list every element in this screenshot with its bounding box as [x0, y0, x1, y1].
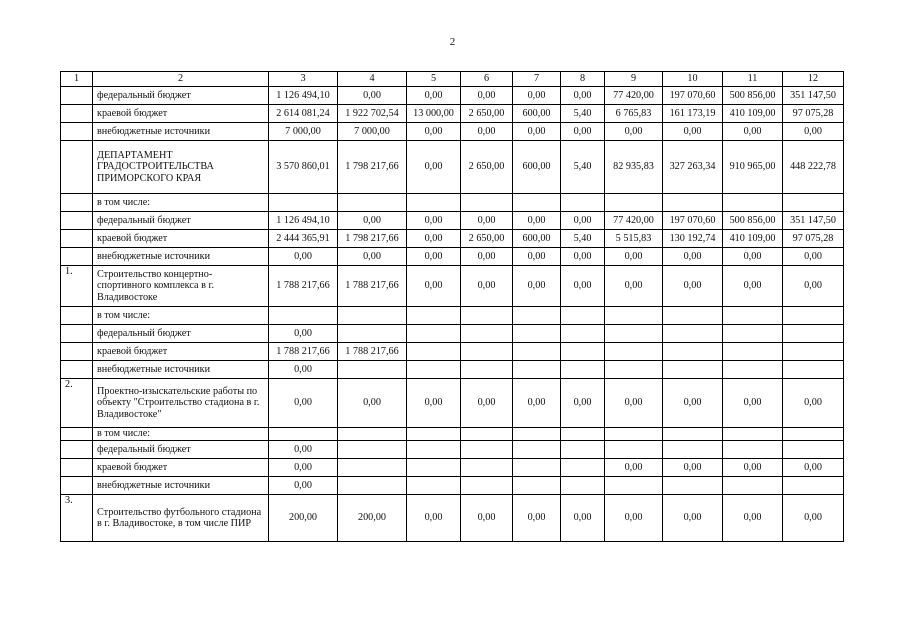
value-cell	[723, 307, 783, 325]
header-cell: 2	[93, 72, 269, 87]
header-cell: 3	[269, 72, 338, 87]
row-label-cell: федеральный бюджет	[93, 325, 269, 343]
value-cell: 0,00	[513, 212, 561, 230]
row-number-cell	[61, 477, 93, 495]
value-cell	[338, 325, 407, 343]
value-cell	[723, 325, 783, 343]
value-cell	[513, 343, 561, 361]
value-cell	[783, 325, 844, 343]
table-row	[61, 361, 844, 379]
value-cell: 0,00	[561, 212, 605, 230]
value-cell: 0,00	[561, 495, 605, 542]
value-cell	[723, 441, 783, 459]
value-cell	[723, 477, 783, 495]
value-cell	[513, 325, 561, 343]
row-number-cell: 1.	[61, 266, 93, 307]
row-label-cell: внебюджетные источники	[93, 361, 269, 379]
value-cell: 0,00	[605, 379, 663, 428]
value-cell: 161 173,19	[663, 105, 723, 123]
value-cell: 0,00	[513, 379, 561, 428]
value-cell	[461, 459, 513, 477]
value-cell: 2 444 365,91	[269, 230, 338, 248]
table-row	[61, 379, 844, 428]
value-cell	[561, 459, 605, 477]
value-cell: 600,00	[513, 230, 561, 248]
value-cell: 0,00	[561, 123, 605, 141]
table-row	[61, 459, 844, 477]
value-cell	[663, 194, 723, 212]
header-cell: 1	[61, 72, 93, 87]
value-cell: 0,00	[513, 248, 561, 266]
row-label-cell: краевой бюджет	[93, 459, 269, 477]
table-row	[61, 343, 844, 361]
value-cell	[338, 307, 407, 325]
value-cell	[663, 325, 723, 343]
value-cell	[338, 194, 407, 212]
value-cell: 327 263,34	[663, 141, 723, 194]
value-cell: 500 856,00	[723, 212, 783, 230]
value-cell	[663, 361, 723, 379]
value-cell	[783, 343, 844, 361]
value-cell	[561, 343, 605, 361]
value-cell	[663, 307, 723, 325]
row-number-cell	[61, 212, 93, 230]
value-cell: 0,00	[561, 248, 605, 266]
value-cell: 0,00	[605, 459, 663, 477]
table-header-row	[61, 72, 844, 87]
value-cell: 0,00	[338, 248, 407, 266]
value-cell	[605, 325, 663, 343]
value-cell: 82 935,83	[605, 141, 663, 194]
value-cell: 410 109,00	[723, 105, 783, 123]
table-row	[61, 141, 844, 194]
value-cell: 0,00	[663, 123, 723, 141]
value-cell	[513, 459, 561, 477]
row-label-cell: внебюджетные источники	[93, 477, 269, 495]
value-cell	[338, 428, 407, 441]
value-cell: 500 856,00	[723, 87, 783, 105]
value-cell: 0,00	[783, 266, 844, 307]
value-cell: 0,00	[461, 123, 513, 141]
value-cell	[663, 477, 723, 495]
value-cell: 0,00	[461, 266, 513, 307]
value-cell	[561, 361, 605, 379]
value-cell	[605, 343, 663, 361]
value-cell	[407, 477, 461, 495]
row-number-cell	[61, 441, 93, 459]
value-cell: 600,00	[513, 105, 561, 123]
value-cell: 0,00	[407, 230, 461, 248]
value-cell	[407, 441, 461, 459]
row-label-cell: федеральный бюджет	[93, 441, 269, 459]
row-label-cell: в том числе:	[93, 194, 269, 212]
header-cell: 4	[338, 72, 407, 87]
value-cell: 7 000,00	[269, 123, 338, 141]
row-number-cell	[61, 428, 93, 441]
table-row	[61, 194, 844, 212]
value-cell	[561, 477, 605, 495]
value-cell: 0,00	[461, 212, 513, 230]
value-cell: 1 126 494,10	[269, 212, 338, 230]
value-cell: 1 788 217,66	[269, 266, 338, 307]
value-cell: 197 070,60	[663, 212, 723, 230]
value-cell: 1 798 217,66	[338, 230, 407, 248]
value-cell: 0,00	[461, 495, 513, 542]
value-cell: 0,00	[561, 379, 605, 428]
value-cell: 910 965,00	[723, 141, 783, 194]
row-number-cell: 3.	[61, 495, 93, 542]
table-row	[61, 266, 844, 307]
row-label-cell: краевой бюджет	[93, 105, 269, 123]
value-cell	[561, 428, 605, 441]
value-cell: 1 922 702,54	[338, 105, 407, 123]
header-cell: 10	[663, 72, 723, 87]
value-cell	[783, 441, 844, 459]
value-cell	[723, 428, 783, 441]
value-cell: 1 126 494,10	[269, 87, 338, 105]
value-cell: 7 000,00	[338, 123, 407, 141]
value-cell	[783, 428, 844, 441]
row-number-cell	[61, 105, 93, 123]
value-cell: 0,00	[605, 248, 663, 266]
value-cell: 0,00	[605, 123, 663, 141]
value-cell: 0,00	[407, 141, 461, 194]
value-cell: 5,40	[561, 105, 605, 123]
row-label-cell: ДЕПАРТАМЕНТ ГРАДОСТРОИТЕЛЬСТВА ПРИМОРСКОГО КРАЯ	[93, 141, 269, 194]
value-cell: 0,00	[561, 266, 605, 307]
value-cell: 0,00	[723, 495, 783, 542]
value-cell: 200,00	[338, 495, 407, 542]
value-cell	[723, 343, 783, 361]
value-cell: 0,00	[783, 495, 844, 542]
value-cell: 0,00	[663, 379, 723, 428]
value-cell	[338, 477, 407, 495]
value-cell: 0,00	[407, 87, 461, 105]
value-cell	[605, 307, 663, 325]
table-row	[61, 87, 844, 105]
value-cell: 410 109,00	[723, 230, 783, 248]
value-cell: 600,00	[513, 141, 561, 194]
value-cell: 0,00	[513, 123, 561, 141]
value-cell: 77 420,00	[605, 212, 663, 230]
header-cell: 12	[783, 72, 844, 87]
value-cell	[461, 441, 513, 459]
value-cell	[407, 325, 461, 343]
value-cell: 1 798 217,66	[338, 141, 407, 194]
value-cell	[561, 441, 605, 459]
value-cell: 5,40	[561, 230, 605, 248]
value-cell: 351 147,50	[783, 87, 844, 105]
header-cell: 11	[723, 72, 783, 87]
value-cell	[461, 361, 513, 379]
budget-table	[60, 71, 844, 542]
value-cell: 0,00	[783, 123, 844, 141]
row-label-cell: внебюджетные источники	[93, 123, 269, 141]
table-row	[61, 325, 844, 343]
value-cell: 0,00	[723, 379, 783, 428]
value-cell: 0,00	[783, 379, 844, 428]
value-cell	[269, 194, 338, 212]
header-cell: 6	[461, 72, 513, 87]
value-cell	[407, 459, 461, 477]
value-cell	[605, 194, 663, 212]
value-cell: 130 192,74	[663, 230, 723, 248]
value-cell: 2 650,00	[461, 230, 513, 248]
value-cell	[407, 361, 461, 379]
value-cell: 0,00	[723, 266, 783, 307]
value-cell: 0,00	[461, 379, 513, 428]
value-cell	[461, 194, 513, 212]
value-cell	[513, 307, 561, 325]
value-cell: 1 788 217,66	[338, 343, 407, 361]
value-cell: 0,00	[269, 441, 338, 459]
value-cell: 0,00	[269, 325, 338, 343]
value-cell	[663, 343, 723, 361]
value-cell	[605, 361, 663, 379]
table-row	[61, 248, 844, 266]
value-cell	[338, 441, 407, 459]
value-cell	[407, 194, 461, 212]
value-cell: 0,00	[663, 495, 723, 542]
value-cell	[783, 307, 844, 325]
table-row	[61, 307, 844, 325]
table-row	[61, 428, 844, 441]
value-cell: 0,00	[407, 379, 461, 428]
value-cell	[407, 428, 461, 441]
value-cell: 351 147,50	[783, 212, 844, 230]
value-cell: 0,00	[407, 212, 461, 230]
row-number-cell	[61, 361, 93, 379]
row-label-cell: Проектно-изыскательские работы по объекту "Строительство стадиона в г. Владивостоке"	[93, 379, 269, 428]
row-label-cell: краевой бюджет	[93, 230, 269, 248]
row-number-cell	[61, 194, 93, 212]
value-cell: 0,00	[723, 459, 783, 477]
table-row	[61, 123, 844, 141]
row-label-cell: Строительство концертно-спортивного комплекса в г. Владивостоке	[93, 266, 269, 307]
value-cell: 2 614 081,24	[269, 105, 338, 123]
value-cell: 0,00	[269, 477, 338, 495]
header-cell: 8	[561, 72, 605, 87]
value-cell: 0,00	[338, 87, 407, 105]
row-label-cell: федеральный бюджет	[93, 87, 269, 105]
value-cell: 1 788 217,66	[338, 266, 407, 307]
row-label-cell: федеральный бюджет	[93, 212, 269, 230]
value-cell	[338, 459, 407, 477]
value-cell	[338, 361, 407, 379]
value-cell: 0,00	[783, 459, 844, 477]
value-cell: 77 420,00	[605, 87, 663, 105]
row-number-cell: 2.	[61, 379, 93, 428]
value-cell	[561, 194, 605, 212]
value-cell: 200,00	[269, 495, 338, 542]
value-cell: 0,00	[407, 248, 461, 266]
value-cell: 3 570 860,01	[269, 141, 338, 194]
value-cell: 0,00	[663, 266, 723, 307]
value-cell	[783, 361, 844, 379]
value-cell: 0,00	[269, 379, 338, 428]
value-cell: 0,00	[663, 459, 723, 477]
table-row	[61, 212, 844, 230]
value-cell	[269, 428, 338, 441]
value-cell	[783, 477, 844, 495]
value-cell: 6 765,83	[605, 105, 663, 123]
value-cell: 0,00	[723, 123, 783, 141]
value-cell	[513, 361, 561, 379]
value-cell	[407, 307, 461, 325]
value-cell	[461, 477, 513, 495]
table-row	[61, 495, 844, 542]
table-row	[61, 477, 844, 495]
value-cell: 0,00	[407, 123, 461, 141]
row-number-cell	[61, 141, 93, 194]
value-cell: 0,00	[269, 361, 338, 379]
row-number-cell	[61, 87, 93, 105]
row-number-cell	[61, 343, 93, 361]
value-cell	[723, 194, 783, 212]
header-cell: 9	[605, 72, 663, 87]
value-cell	[663, 428, 723, 441]
value-cell: 0,00	[407, 495, 461, 542]
value-cell	[561, 307, 605, 325]
value-cell: 0,00	[605, 495, 663, 542]
header-cell: 5	[407, 72, 461, 87]
value-cell	[269, 307, 338, 325]
value-cell: 0,00	[338, 379, 407, 428]
value-cell: 0,00	[513, 266, 561, 307]
value-cell: 97 075,28	[783, 105, 844, 123]
value-cell: 0,00	[269, 459, 338, 477]
value-cell: 5,40	[561, 141, 605, 194]
value-cell: 0,00	[783, 248, 844, 266]
page-number: 2	[449, 36, 456, 48]
value-cell	[407, 343, 461, 361]
value-cell	[723, 361, 783, 379]
table-row	[61, 230, 844, 248]
row-number-cell	[61, 123, 93, 141]
row-label-cell: краевой бюджет	[93, 343, 269, 361]
value-cell	[605, 441, 663, 459]
header-cell: 7	[513, 72, 561, 87]
row-number-cell	[61, 307, 93, 325]
value-cell	[461, 307, 513, 325]
table-row	[61, 105, 844, 123]
value-cell: 0,00	[461, 248, 513, 266]
value-cell	[513, 477, 561, 495]
value-cell: 2 650,00	[461, 141, 513, 194]
value-cell	[461, 343, 513, 361]
value-cell: 1 788 217,66	[269, 343, 338, 361]
row-label-cell: в том числе:	[93, 428, 269, 441]
row-number-cell	[61, 248, 93, 266]
value-cell: 0,00	[338, 212, 407, 230]
row-number-cell	[61, 459, 93, 477]
value-cell	[513, 194, 561, 212]
value-cell	[561, 325, 605, 343]
value-cell: 197 070,60	[663, 87, 723, 105]
value-cell	[461, 428, 513, 441]
row-label-cell: Строительство футбольного стадиона в г. Владивостоке, в том числе ПИР	[93, 495, 269, 542]
table-row	[61, 441, 844, 459]
value-cell: 0,00	[723, 248, 783, 266]
value-cell: 2 650,00	[461, 105, 513, 123]
row-label-cell: в том числе:	[93, 307, 269, 325]
value-cell: 5 515,83	[605, 230, 663, 248]
value-cell	[513, 441, 561, 459]
value-cell: 0,00	[407, 266, 461, 307]
value-cell: 0,00	[513, 87, 561, 105]
value-cell: 97 075,28	[783, 230, 844, 248]
value-cell: 0,00	[561, 87, 605, 105]
value-cell: 0,00	[513, 495, 561, 542]
value-cell	[461, 325, 513, 343]
value-cell	[513, 428, 561, 441]
row-number-cell	[61, 325, 93, 343]
value-cell	[605, 477, 663, 495]
row-label-cell: внебюджетные источники	[93, 248, 269, 266]
value-cell: 0,00	[461, 87, 513, 105]
value-cell: 0,00	[663, 248, 723, 266]
value-cell: 13 000,00	[407, 105, 461, 123]
row-number-cell	[61, 230, 93, 248]
value-cell	[783, 194, 844, 212]
value-cell: 0,00	[269, 248, 338, 266]
value-cell	[605, 428, 663, 441]
value-cell	[663, 441, 723, 459]
value-cell: 0,00	[605, 266, 663, 307]
value-cell: 448 222,78	[783, 141, 844, 194]
